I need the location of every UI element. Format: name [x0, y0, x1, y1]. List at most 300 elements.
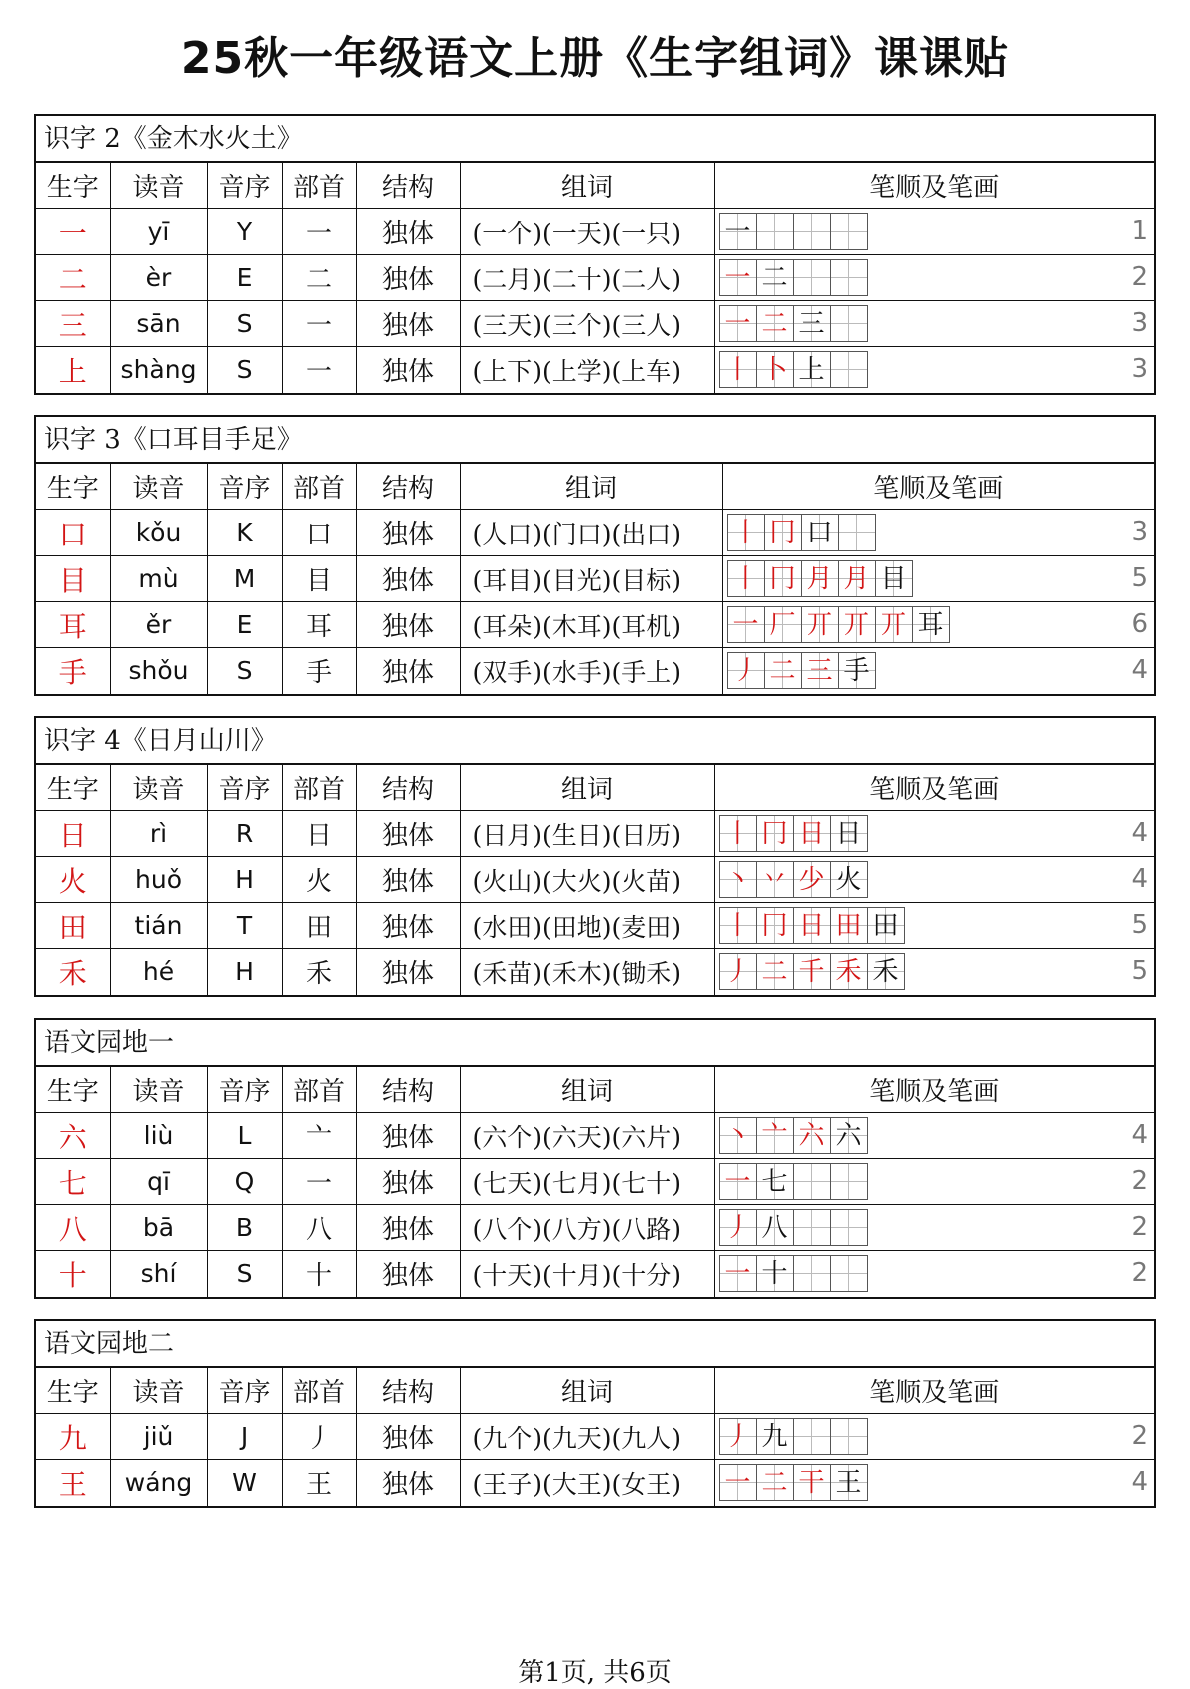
stroke-count: 3	[1131, 517, 1148, 547]
section-title: 识字 3《口耳目手足》	[36, 417, 1154, 463]
table-row	[36, 903, 1154, 949]
initial-letter-cell: H	[207, 949, 282, 995]
section-title: 识字 2《金木水火土》	[36, 116, 1154, 162]
initial-letter-cell: B	[207, 1205, 282, 1251]
stroke-order-cell	[714, 1460, 1154, 1506]
header-row	[36, 765, 1154, 811]
stroke-box: 丨	[719, 907, 757, 944]
stroke-box: 丿	[719, 953, 757, 990]
stroke-count: 2	[1131, 262, 1148, 292]
words-cell: (禾苗)(禾木)(锄禾)	[460, 949, 714, 995]
initial-letter-cell: M	[207, 556, 282, 602]
stroke-count: 4	[1131, 1120, 1148, 1150]
character-cell: 八	[36, 1205, 110, 1251]
words-cell: (双手)(水手)(手上)	[460, 648, 722, 694]
pinyin-cell: ěr	[110, 602, 207, 648]
words-cell: (人口)(门口)(出口)	[460, 510, 722, 556]
stroke-box: 一	[719, 213, 757, 250]
stroke-order-cell	[714, 209, 1154, 255]
character-cell: 日	[36, 811, 110, 857]
stroke-box: 七	[756, 1163, 794, 1200]
stroke-box: 二	[756, 305, 794, 342]
table-row	[36, 1205, 1154, 1251]
column-header-radical: 部首	[282, 765, 356, 811]
structure-cell: 独体	[356, 347, 460, 393]
character-cell: 王	[36, 1460, 110, 1506]
radical-cell: 耳	[282, 602, 356, 648]
character-cell: 上	[36, 347, 110, 393]
stroke-box: 丿	[727, 652, 765, 689]
stroke-grid	[719, 1163, 867, 1200]
stroke-box: 日	[793, 815, 831, 852]
stroke-box: 丿	[719, 1418, 757, 1455]
table-row	[36, 857, 1154, 903]
character-cell: 禾	[36, 949, 110, 995]
words-cell: (日月)(生日)(日历)	[460, 811, 714, 857]
initial-letter-cell: H	[207, 857, 282, 903]
structure-cell: 独体	[356, 1159, 460, 1205]
pinyin-cell: tián	[110, 903, 207, 949]
stroke-box: 手	[838, 652, 876, 689]
column-header-char: 生字	[36, 1368, 110, 1414]
structure-cell: 独体	[356, 255, 460, 301]
column-header-pinyin: 读音	[110, 1067, 207, 1113]
pinyin-cell: qī	[110, 1159, 207, 1205]
stroke-count: 2	[1131, 1212, 1148, 1242]
radical-cell: 亠	[282, 1113, 356, 1159]
character-cell: 耳	[36, 602, 110, 648]
character-cell: 九	[36, 1414, 110, 1460]
radical-cell: 王	[282, 1460, 356, 1506]
stroke-count: 5	[1131, 910, 1148, 940]
structure-cell: 独体	[356, 1414, 460, 1460]
stroke-grid	[719, 213, 867, 250]
structure-cell: 独体	[356, 857, 460, 903]
stroke-box: 冂	[764, 560, 802, 597]
stroke-box: 禾	[867, 953, 905, 990]
stroke-order-cell	[714, 949, 1154, 995]
stroke-order-cell	[714, 1205, 1154, 1251]
character-cell: 口	[36, 510, 110, 556]
stroke-box	[830, 1418, 868, 1455]
character-table	[36, 1367, 1154, 1506]
stroke-box: 丌	[801, 606, 839, 643]
character-table	[36, 463, 1154, 694]
stroke-box	[793, 1255, 831, 1292]
stroke-box: 丨	[719, 815, 757, 852]
structure-cell: 独体	[356, 811, 460, 857]
column-header-words: 组词	[460, 464, 722, 510]
stroke-box: 丿	[719, 1209, 757, 1246]
radical-cell: 禾	[282, 949, 356, 995]
pinyin-cell: jiǔ	[110, 1414, 207, 1460]
stroke-grid	[719, 861, 867, 898]
table-row	[36, 209, 1154, 255]
column-header-pinyin: 读音	[110, 1368, 207, 1414]
stroke-box: 一	[719, 259, 757, 296]
structure-cell: 独体	[356, 1113, 460, 1159]
stroke-box	[756, 213, 794, 250]
character-table	[36, 1066, 1154, 1297]
pinyin-cell: liù	[110, 1113, 207, 1159]
stroke-count: 6	[1131, 609, 1148, 639]
page-footer: 第1页, 共6页	[518, 1658, 672, 1688]
pinyin-cell: shí	[110, 1251, 207, 1297]
table-row	[36, 811, 1154, 857]
words-cell: (七天)(七月)(七十)	[460, 1159, 714, 1205]
stroke-count: 2	[1131, 1166, 1148, 1196]
lesson-section	[34, 114, 1156, 395]
stroke-box: 目	[875, 560, 913, 597]
initial-letter-cell: J	[207, 1414, 282, 1460]
stroke-order-cell	[714, 1251, 1154, 1297]
character-cell: 七	[36, 1159, 110, 1205]
stroke-box: 丶	[719, 1117, 757, 1154]
pinyin-cell: wáng	[110, 1460, 207, 1506]
pinyin-cell: mù	[110, 556, 207, 602]
stroke-box: 冂	[756, 815, 794, 852]
stroke-count: 2	[1131, 1258, 1148, 1288]
pinyin-cell: kǒu	[110, 510, 207, 556]
initial-letter-cell: Q	[207, 1159, 282, 1205]
column-header-radical: 部首	[282, 464, 356, 510]
table-row	[36, 301, 1154, 347]
initial-letter-cell: S	[207, 301, 282, 347]
table-row	[36, 1113, 1154, 1159]
words-cell: (火山)(大火)(火苗)	[460, 857, 714, 903]
stroke-box: 田	[867, 907, 905, 944]
pinyin-cell: rì	[110, 811, 207, 857]
column-header-char: 生字	[36, 163, 110, 209]
initial-letter-cell: K	[207, 510, 282, 556]
stroke-count: 4	[1131, 655, 1148, 685]
stroke-grid	[727, 514, 875, 551]
stroke-box: 日	[830, 815, 868, 852]
column-header-letter: 音序	[207, 1067, 282, 1113]
stroke-box: 二	[756, 259, 794, 296]
column-header-letter: 音序	[207, 1368, 282, 1414]
table-row	[36, 1414, 1154, 1460]
character-table	[36, 162, 1154, 393]
stroke-order-cell	[714, 347, 1154, 393]
radical-cell: 一	[282, 209, 356, 255]
words-cell: (九个)(九天)(九人)	[460, 1414, 714, 1460]
stroke-box: 三	[793, 305, 831, 342]
stroke-box: 丌	[838, 606, 876, 643]
lesson-section	[34, 1319, 1156, 1508]
initial-letter-cell: Y	[207, 209, 282, 255]
stroke-box: 八	[756, 1209, 794, 1246]
header-row	[36, 1067, 1154, 1113]
stroke-box	[830, 1163, 868, 1200]
pinyin-cell: sān	[110, 301, 207, 347]
radical-cell: 二	[282, 255, 356, 301]
stroke-order-cell	[714, 301, 1154, 347]
header-row	[36, 163, 1154, 209]
stroke-grid	[719, 259, 867, 296]
stroke-grid	[719, 1464, 867, 1501]
stroke-order-cell	[714, 1414, 1154, 1460]
stroke-box: 二	[764, 652, 802, 689]
column-header-char: 生字	[36, 765, 110, 811]
words-cell: (三天)(三个)(三人)	[460, 301, 714, 347]
stroke-grid	[719, 351, 867, 388]
stroke-box: 丨	[727, 560, 765, 597]
column-header-letter: 音序	[207, 464, 282, 510]
stroke-grid	[719, 1209, 867, 1246]
stroke-box	[830, 1255, 868, 1292]
stroke-box: 一	[719, 1255, 757, 1292]
initial-letter-cell: L	[207, 1113, 282, 1159]
structure-cell: 独体	[356, 510, 460, 556]
stroke-box: 千	[793, 953, 831, 990]
stroke-order-cell	[722, 648, 1154, 694]
initial-letter-cell: S	[207, 648, 282, 694]
column-header-letter: 音序	[207, 765, 282, 811]
stroke-box: 一	[719, 305, 757, 342]
column-header-radical: 部首	[282, 1368, 356, 1414]
column-header-structure: 结构	[356, 464, 460, 510]
initial-letter-cell: R	[207, 811, 282, 857]
column-header-pinyin: 读音	[110, 464, 207, 510]
stroke-box: 一	[719, 1163, 757, 1200]
stroke-box: 一	[727, 606, 765, 643]
character-cell: 目	[36, 556, 110, 602]
radical-cell: 十	[282, 1251, 356, 1297]
radical-cell: 一	[282, 1159, 356, 1205]
character-cell: 二	[36, 255, 110, 301]
table-row	[36, 556, 1154, 602]
stroke-box: 少	[793, 861, 831, 898]
stroke-box	[830, 1209, 868, 1246]
stroke-box: 田	[830, 907, 868, 944]
radical-cell: 一	[282, 301, 356, 347]
lesson-section	[34, 716, 1156, 997]
stroke-order-cell	[714, 811, 1154, 857]
words-cell: (耳朵)(木耳)(耳机)	[460, 602, 722, 648]
stroke-order-cell	[714, 1113, 1154, 1159]
stroke-order-cell	[714, 903, 1154, 949]
stroke-count: 4	[1131, 818, 1148, 848]
stroke-box: 九	[756, 1418, 794, 1455]
column-header-words: 组词	[460, 1067, 714, 1113]
table-row	[36, 602, 1154, 648]
table-row	[36, 949, 1154, 995]
stroke-grid	[727, 560, 912, 597]
stroke-box: 王	[830, 1464, 868, 1501]
stroke-box	[830, 351, 868, 388]
stroke-grid	[727, 652, 875, 689]
section-title: 语文园地一	[36, 1020, 1154, 1066]
stroke-box: 丨	[727, 514, 765, 551]
table-row	[36, 648, 1154, 694]
stroke-box: 卜	[756, 351, 794, 388]
stroke-grid	[719, 815, 867, 852]
initial-letter-cell: S	[207, 1251, 282, 1297]
initial-letter-cell: W	[207, 1460, 282, 1506]
column-header-strokes: 笔顺及笔画	[714, 1368, 1154, 1414]
structure-cell: 独体	[356, 209, 460, 255]
structure-cell: 独体	[356, 903, 460, 949]
pinyin-cell: yī	[110, 209, 207, 255]
radical-cell: 丿	[282, 1414, 356, 1460]
initial-letter-cell: T	[207, 903, 282, 949]
stroke-box	[793, 1418, 831, 1455]
column-header-letter: 音序	[207, 163, 282, 209]
stroke-box	[793, 1163, 831, 1200]
table-row	[36, 1251, 1154, 1297]
initial-letter-cell: E	[207, 255, 282, 301]
words-cell: (十天)(十月)(十分)	[460, 1251, 714, 1297]
stroke-box: 冂	[764, 514, 802, 551]
column-header-char: 生字	[36, 1067, 110, 1113]
stroke-order-cell	[714, 255, 1154, 301]
stroke-box: 丌	[875, 606, 913, 643]
stroke-box: 六	[793, 1117, 831, 1154]
column-header-structure: 结构	[356, 1368, 460, 1414]
stroke-box: 上	[793, 351, 831, 388]
column-header-structure: 结构	[356, 765, 460, 811]
stroke-box: 丷	[756, 861, 794, 898]
radical-cell: 八	[282, 1205, 356, 1251]
column-header-radical: 部首	[282, 163, 356, 209]
structure-cell: 独体	[356, 1251, 460, 1297]
words-cell: (水田)(田地)(麦田)	[460, 903, 714, 949]
structure-cell: 独体	[356, 556, 460, 602]
stroke-grid	[719, 1418, 867, 1455]
pinyin-cell: shǒu	[110, 648, 207, 694]
stroke-box	[830, 213, 868, 250]
stroke-box: 丨	[719, 351, 757, 388]
lesson-section	[34, 1018, 1156, 1299]
stroke-order-cell	[714, 1159, 1154, 1205]
structure-cell: 独体	[356, 648, 460, 694]
stroke-count: 1	[1131, 216, 1148, 246]
stroke-count: 2	[1131, 1421, 1148, 1451]
stroke-box: 耳	[912, 606, 950, 643]
stroke-order-cell	[722, 602, 1154, 648]
character-cell: 手	[36, 648, 110, 694]
section-title: 语文园地二	[36, 1321, 1154, 1367]
table-row	[36, 347, 1154, 393]
column-header-strokes: 笔顺及笔画	[714, 765, 1154, 811]
page-title: 25秋一年级语文上册《生字组词》课课贴	[180, 33, 1010, 84]
stroke-box	[830, 259, 868, 296]
structure-cell: 独体	[356, 301, 460, 347]
stroke-box: 一	[719, 1464, 757, 1501]
stroke-box: 火	[830, 861, 868, 898]
stroke-box: 亠	[756, 1117, 794, 1154]
words-cell: (六个)(六天)(六片)	[460, 1113, 714, 1159]
character-cell: 十	[36, 1251, 110, 1297]
stroke-grid	[719, 305, 867, 342]
stroke-grid	[719, 1255, 867, 1292]
stroke-box: 六	[830, 1117, 868, 1154]
column-header-words: 组词	[460, 765, 714, 811]
stroke-count: 3	[1131, 308, 1148, 338]
structure-cell: 独体	[356, 1205, 460, 1251]
stroke-box: 月	[838, 560, 876, 597]
structure-cell: 独体	[356, 949, 460, 995]
section-title: 识字 4《日月山川》	[36, 718, 1154, 764]
header-row	[36, 1368, 1154, 1414]
stroke-box	[793, 213, 831, 250]
column-header-words: 组词	[460, 163, 714, 209]
stroke-box: 十	[756, 1255, 794, 1292]
words-cell: (二月)(二十)(二人)	[460, 255, 714, 301]
stroke-order-cell	[714, 857, 1154, 903]
column-header-strokes: 笔顺及笔画	[714, 1067, 1154, 1113]
pinyin-cell: èr	[110, 255, 207, 301]
stroke-count: 4	[1131, 864, 1148, 894]
character-cell: 三	[36, 301, 110, 347]
radical-cell: 口	[282, 510, 356, 556]
stroke-box: 三	[801, 652, 839, 689]
stroke-box: 冂	[756, 907, 794, 944]
table-row	[36, 1159, 1154, 1205]
column-header-pinyin: 读音	[110, 163, 207, 209]
radical-cell: 火	[282, 857, 356, 903]
stroke-box: 日	[793, 907, 831, 944]
stroke-order-cell	[722, 510, 1154, 556]
character-cell: 火	[36, 857, 110, 903]
radical-cell: 日	[282, 811, 356, 857]
stroke-box	[793, 259, 831, 296]
stroke-box: 禾	[830, 953, 868, 990]
words-cell: (八个)(八方)(八路)	[460, 1205, 714, 1251]
pinyin-cell: huǒ	[110, 857, 207, 903]
stroke-grid	[719, 907, 904, 944]
stroke-grid	[719, 1117, 867, 1154]
words-cell: (耳目)(目光)(目标)	[460, 556, 722, 602]
pinyin-cell: bā	[110, 1205, 207, 1251]
stroke-grid	[719, 953, 904, 990]
stroke-count: 4	[1131, 1467, 1148, 1497]
radical-cell: 手	[282, 648, 356, 694]
stroke-box: 干	[793, 1464, 831, 1501]
character-cell: 田	[36, 903, 110, 949]
stroke-box: 口	[801, 514, 839, 551]
pinyin-cell: shàng	[110, 347, 207, 393]
stroke-box: 月	[801, 560, 839, 597]
stroke-box	[830, 305, 868, 342]
column-header-structure: 结构	[356, 1067, 460, 1113]
header-row	[36, 464, 1154, 510]
radical-cell: 田	[282, 903, 356, 949]
pinyin-cell: hé	[110, 949, 207, 995]
table-row	[36, 510, 1154, 556]
column-header-char: 生字	[36, 464, 110, 510]
column-header-pinyin: 读音	[110, 765, 207, 811]
column-header-radical: 部首	[282, 1067, 356, 1113]
column-header-strokes: 笔顺及笔画	[714, 163, 1154, 209]
stroke-box: 厂	[764, 606, 802, 643]
column-header-words: 组词	[460, 1368, 714, 1414]
character-cell: 六	[36, 1113, 110, 1159]
stroke-box	[793, 1209, 831, 1246]
stroke-box: 丶	[719, 861, 757, 898]
stroke-count: 5	[1131, 956, 1148, 986]
lesson-section	[34, 415, 1156, 696]
stroke-box	[838, 514, 876, 551]
character-cell: 一	[36, 209, 110, 255]
column-header-strokes: 笔顺及笔画	[722, 464, 1154, 510]
initial-letter-cell: E	[207, 602, 282, 648]
character-table	[36, 764, 1154, 995]
stroke-count: 5	[1131, 563, 1148, 593]
column-header-structure: 结构	[356, 163, 460, 209]
stroke-order-cell	[722, 556, 1154, 602]
